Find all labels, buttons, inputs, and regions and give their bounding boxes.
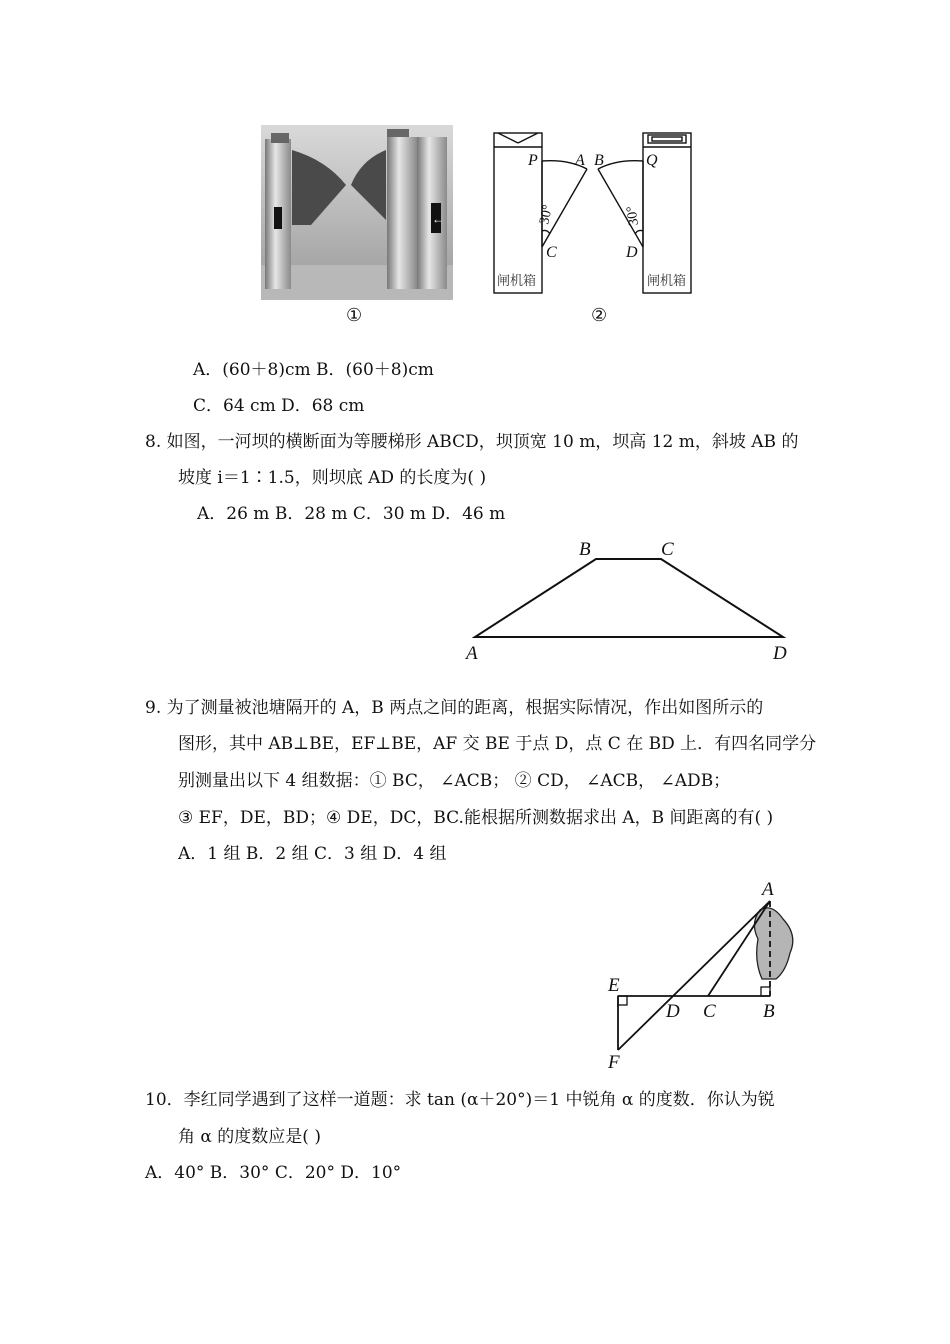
trap-C: C bbox=[661, 539, 674, 560]
figure-1-label: ① bbox=[346, 305, 363, 326]
pond-D: D bbox=[666, 1001, 680, 1022]
point-B: B bbox=[594, 152, 604, 169]
pond-F: F bbox=[608, 1052, 620, 1073]
angle-left: 30° bbox=[537, 203, 556, 226]
svg-text:←: ← bbox=[432, 212, 444, 226]
pond-E: E bbox=[608, 975, 620, 996]
gate-box-left: 闸机箱 bbox=[497, 273, 537, 288]
q9-options: A．1 组 B．2 组 C．3 组 D．4 组 bbox=[178, 844, 447, 864]
q9-stem-3: 别测量出以下 4 组数据：① BC， ∠ACB； ② CD， ∠ACB， ∠ADB； bbox=[178, 771, 731, 791]
trap-D: D bbox=[773, 643, 787, 664]
point-P: P bbox=[528, 152, 538, 169]
q8-stem-1: 8. 如图，一河坝的横断面为等腰梯形 ABCD，坝顶宽 10 m，坝高 12 m，斜坡 AB 的 bbox=[145, 432, 799, 452]
q9-stem-2: 图形，其中 AB⊥BE，EF⊥BE，AF 交 BE 于点 D，点 C 在 BD 上．有四名同学分 bbox=[178, 734, 817, 754]
gate-photo bbox=[261, 125, 453, 300]
figure-2-label: ② bbox=[591, 305, 608, 326]
q9-stem-4: ③ EF，DE，BD；④ DE，DC，BC.能根据所测数据求出 A，B 间距离的有( ) bbox=[178, 808, 774, 828]
pond-diagram bbox=[600, 875, 815, 1075]
q10-stem-2: 角 α 的度数应是( ) bbox=[178, 1127, 321, 1147]
q10-options: A．40° B．30° C．20° D．10° bbox=[145, 1163, 402, 1183]
point-Q: Q bbox=[646, 152, 658, 169]
pond-B: B bbox=[763, 1001, 775, 1022]
q8-options: A．26 m B．28 m C．30 m D．46 m bbox=[197, 504, 506, 524]
trapezoid-diagram bbox=[460, 535, 800, 670]
angle-right: 30° bbox=[624, 205, 642, 227]
trap-A: A bbox=[466, 643, 478, 664]
q8-stem-2: 坡度 i＝1∶1.5，则坝底 AD 的长度为( ) bbox=[178, 468, 487, 488]
pond-A: A bbox=[762, 879, 774, 900]
point-D: D bbox=[626, 244, 638, 261]
point-A: A bbox=[575, 152, 585, 169]
q7-options-1: A．(60＋8)cm B．(60＋8)cm bbox=[193, 360, 434, 380]
trap-B: B bbox=[579, 539, 591, 560]
pond-C: C bbox=[703, 1001, 716, 1022]
gate-box-right: 闸机箱 bbox=[647, 273, 687, 288]
q7-options-2: C．64 cm D．68 cm bbox=[193, 396, 365, 416]
q10-stem-1: 10．李红同学遇到了这样一道题：求 tan (α＋20°)＝1 中锐角 α 的度数．你认为锐 bbox=[145, 1090, 775, 1110]
point-C: C bbox=[546, 244, 557, 261]
q9-stem-1: 9. 为了测量被池塘隔开的 A，B 两点之间的距离，根据实际情况，作出如图所示的 bbox=[145, 698, 764, 718]
gate-diagram bbox=[488, 125, 698, 297]
